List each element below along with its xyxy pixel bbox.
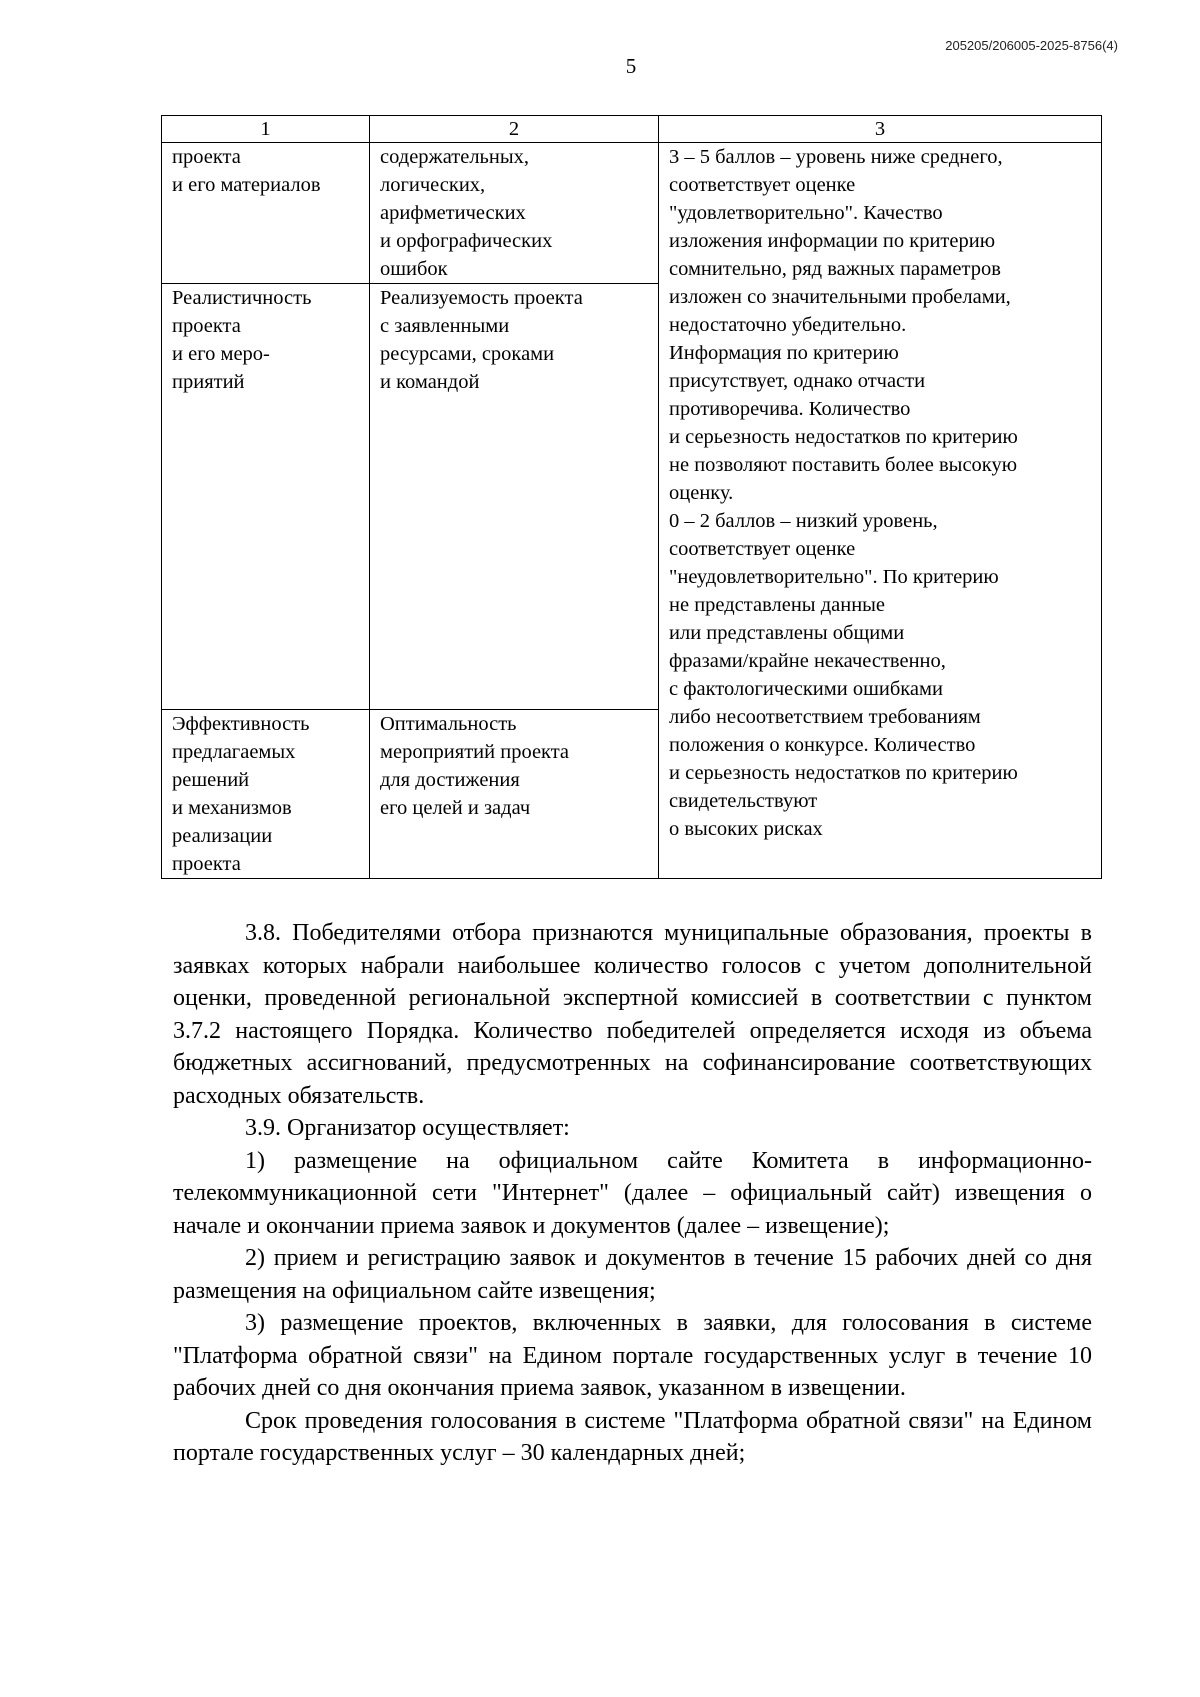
page-number: 5 [625,54,637,78]
body-text [173,917,1092,1470]
cell-line: недостаточно убедительно. [669,314,907,336]
cell-line: и механизмов [172,797,292,819]
criterion-cell [162,284,370,710]
cell-line: решений [172,769,250,791]
cell-line: противоречива. Количество [669,398,911,420]
cell-line: фразами/крайне некачественно, [669,650,946,672]
cell-line: проекта [172,315,241,337]
cell-line: ошибок [380,258,448,280]
table-header-row [162,116,1102,143]
cell-line: ресурсами, сроками [380,343,555,365]
cell-line: и орфографических [380,230,553,252]
cell-line: Эффективность [172,713,310,735]
cell-line: Оптимальность [380,713,517,735]
cell-line: его целей и задач [380,797,531,819]
column-header-2: 2 [370,116,659,143]
column-header-1: 1 [162,116,370,143]
cell-line: присутствует, однако отчасти [669,370,926,392]
cell-line: реализации [172,825,273,847]
cell-line: и командой [380,371,480,393]
cell-line: положения о конкурсе. Количество [669,734,976,756]
cell-line: либо несоответствием требованиям [669,706,981,728]
cell-line: логических, [380,174,486,196]
cell-line: оценку. [669,482,734,504]
cell-line: или представлены общими [669,622,905,644]
criteria-table [161,115,1102,879]
cell-line: с фактологическими ошибками [669,678,943,700]
cell-line: соответствует оценке [669,538,856,560]
cell-line: 3 – 5 баллов – уровень ниже среднего, [669,146,1003,168]
cell-line: Реалистичность [172,287,312,309]
cell-line: проекта [172,146,241,168]
cell-line: "неудовлетворительно". По критерию [669,566,999,588]
paragraph-item-2: 2) прием и регистрацию заявок и документов в течение 15 рабочих дней со дня размещения на официальном сайте извещения; [173,1245,1092,1304]
cell-line: изложения информации по критерию [669,230,996,252]
paragraph-3-8: 3.8. Победителями отбора признаются муниципальные образования, проекты в заявках которых набрали наибольшее количество голосов с учетом дополнительной оценки, проведенной региональной экспертной комиссией в соответствии с пунктом 3.7.2 настоящего Порядка. Количество победителей определяется исходя из объема бюджетных ассигнований, предусмотренных на софинансирование соответствующих расходных обязательств. [173,920,1092,1109]
cell-line: содержательных, [380,146,530,168]
column-header-3: 3 [659,116,1102,143]
cell-line: и его материалов [172,174,321,196]
paragraph-voting-term: Срок проведения голосования в системе "Платформа обратной связи" на Едином портале государственных услуг – 30 календарных дней; [173,1407,1092,1466]
cell-line: изложен со значительными пробелами, [669,286,1011,308]
criterion-cell [162,143,370,284]
document-id: 205205/206005-2025-8756(4) [945,38,1118,53]
cell-line: Информация по критерию [669,342,899,364]
cell-line: 0 – 2 баллов – низкий уровень, [669,510,938,532]
cell-line: и серьезность недостатков по критерию [669,762,1018,784]
cell-line: и его меро- [172,343,270,365]
criterion-cell [162,710,370,879]
cell-line: соответствует оценке [669,174,856,196]
cell-line: не представлены данные [669,594,886,616]
cell-line: о высоких рисках [669,818,823,840]
cell-line: сомнительно, ряд важных параметров [669,258,1001,280]
description-cell [370,710,659,879]
cell-line: свидетельствуют [669,790,818,812]
cell-line: "удовлетворительно". Качество [669,202,943,224]
description-cell [370,284,659,710]
cell-line: для достижения [380,769,520,791]
table-row [162,143,1102,284]
description-cell [370,143,659,284]
cell-line: Реализуемость проекта [380,287,583,309]
cell-line: предлагаемых [172,741,296,763]
cell-line: и серьезность недостатков по критерию [669,426,1018,448]
cell-line: арифметических [380,202,526,224]
paragraph-item-1: 1) размещение на официальном сайте Комитета в информационно-телекоммуникационной сети "Интернет" (далее – официальный сайт) извещения о начале и окончании приема заявок и документов (далее – извещение); [173,1147,1092,1239]
cell-line: приятий [172,371,245,393]
cell-line: с заявленными [380,315,510,337]
paragraph-3-9: 3.9. Организатор осуществляет: [245,1115,570,1141]
cell-line: мероприятий проекта [380,741,570,763]
scoring-cell [659,143,1102,879]
cell-line: проекта [172,853,241,875]
paragraph-item-3: 3) размещение проектов, включенных в заявки, для голосования в системе "Платформа обратной связи" на Едином портале государственных услуг в течение 10 рабочих дней со дня окончания приема заявок, указанном в извещении. [173,1310,1092,1401]
cell-line: не позволяют поставить более высокую [669,454,1018,476]
